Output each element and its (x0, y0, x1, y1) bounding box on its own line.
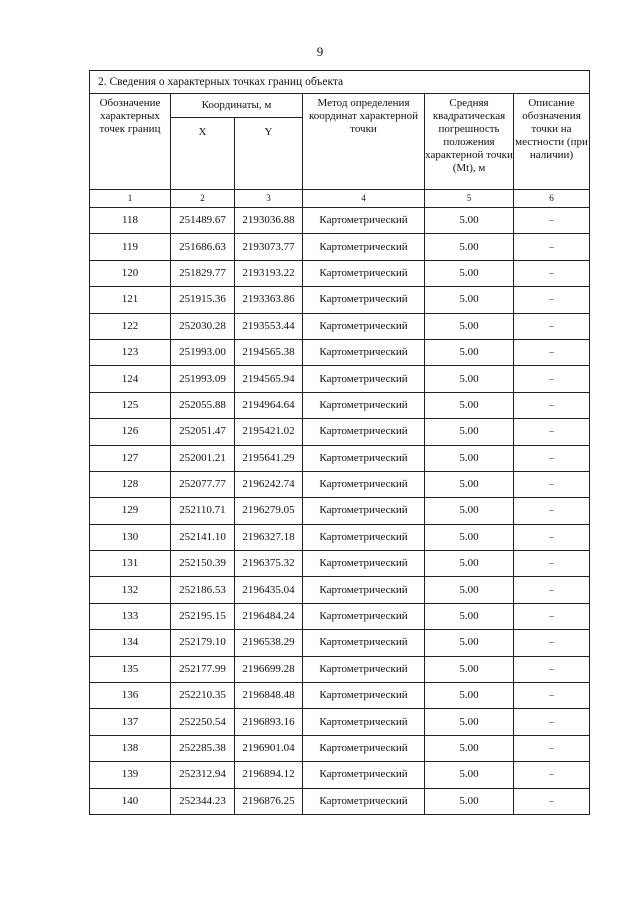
method-cell: Картометрический (303, 603, 425, 629)
method-cell: Картометрический (303, 656, 425, 682)
column-number: 5 (425, 190, 514, 208)
page-number: 9 (316, 44, 324, 59)
y-coordinate-cell: 2196893.16 (235, 709, 303, 735)
x-coordinate-cell: 252250.54 (171, 709, 235, 735)
accuracy-cell: 5.00 (425, 762, 514, 788)
point-cell: 119 (90, 234, 171, 260)
method-cell: Картометрический (303, 208, 425, 234)
point-cell: 124 (90, 366, 171, 392)
method-cell: Картометрический (303, 419, 425, 445)
table-row (90, 445, 590, 471)
accuracy-cell: 5.00 (425, 683, 514, 709)
y-coordinate-cell: 2193553.44 (235, 313, 303, 339)
x-coordinate-cell: 251993.09 (171, 366, 235, 392)
point-cell: 130 (90, 524, 171, 550)
method-cell: Картометрический (303, 551, 425, 577)
x-coordinate-cell: 251829.77 (171, 260, 235, 286)
point-cell: 118 (90, 208, 171, 234)
table-row (90, 577, 590, 603)
column-number: 4 (303, 190, 425, 208)
table-row (90, 392, 590, 418)
x-coordinate-cell: 252150.39 (171, 551, 235, 577)
table-row (90, 683, 590, 709)
point-cell: 121 (90, 287, 171, 313)
header-coordinates: Координаты, м (171, 94, 303, 118)
accuracy-cell: 5.00 (425, 234, 514, 260)
method-cell: Картометрический (303, 471, 425, 497)
accuracy-cell: 5.00 (425, 445, 514, 471)
description-cell: – (514, 392, 590, 418)
point-cell: 137 (90, 709, 171, 735)
description-cell: – (514, 788, 590, 814)
y-coordinate-cell: 2196848.48 (235, 683, 303, 709)
description-cell: – (514, 709, 590, 735)
y-coordinate-cell: 2193036.88 (235, 208, 303, 234)
table-row (90, 735, 590, 761)
y-coordinate-cell: 2196279.05 (235, 498, 303, 524)
method-cell: Картометрический (303, 498, 425, 524)
accuracy-cell: 5.00 (425, 603, 514, 629)
accuracy-cell: 5.00 (425, 471, 514, 497)
method-cell: Картометрический (303, 392, 425, 418)
table-row (90, 260, 590, 286)
x-coordinate-cell: 252055.88 (171, 392, 235, 418)
table-row (90, 234, 590, 260)
point-cell: 136 (90, 683, 171, 709)
y-coordinate-cell: 2194565.38 (235, 339, 303, 365)
x-coordinate-cell: 252186.53 (171, 577, 235, 603)
table-row (90, 498, 590, 524)
accuracy-cell: 5.00 (425, 709, 514, 735)
y-coordinate-cell: 2196894.12 (235, 762, 303, 788)
point-cell: 132 (90, 577, 171, 603)
method-cell: Картометрический (303, 366, 425, 392)
description-cell: – (514, 735, 590, 761)
table-row (90, 339, 590, 365)
x-coordinate-cell: 252051.47 (171, 419, 235, 445)
boundary-points-table (89, 70, 590, 815)
table-row (90, 313, 590, 339)
column-number: 2 (171, 190, 235, 208)
accuracy-cell: 5.00 (425, 313, 514, 339)
point-cell: 139 (90, 762, 171, 788)
y-coordinate-cell: 2195641.29 (235, 445, 303, 471)
x-coordinate-cell: 252285.38 (171, 735, 235, 761)
description-cell: – (514, 260, 590, 286)
table-row (90, 524, 590, 550)
x-coordinate-cell: 251993.00 (171, 339, 235, 365)
description-cell: – (514, 656, 590, 682)
y-coordinate-cell: 2196327.18 (235, 524, 303, 550)
description-cell: – (514, 524, 590, 550)
column-number: 1 (90, 190, 171, 208)
description-cell: – (514, 683, 590, 709)
y-coordinate-cell: 2196876.25 (235, 788, 303, 814)
description-cell: – (514, 208, 590, 234)
accuracy-cell: 5.00 (425, 551, 514, 577)
point-cell: 127 (90, 445, 171, 471)
point-cell: 122 (90, 313, 171, 339)
accuracy-cell: 5.00 (425, 735, 514, 761)
point-cell: 126 (90, 419, 171, 445)
header-accuracy: Средняя квадратическая погрешность положения характерной точки (Mt), м (425, 94, 514, 190)
description-cell: – (514, 551, 590, 577)
y-coordinate-cell: 2196484.24 (235, 603, 303, 629)
description-cell: – (514, 577, 590, 603)
point-cell: 131 (90, 551, 171, 577)
description-cell: – (514, 630, 590, 656)
accuracy-cell: 5.00 (425, 788, 514, 814)
x-coordinate-cell: 252030.28 (171, 313, 235, 339)
table-row (90, 762, 590, 788)
y-coordinate-cell: 2196375.32 (235, 551, 303, 577)
accuracy-cell: 5.00 (425, 656, 514, 682)
description-cell: – (514, 366, 590, 392)
accuracy-cell: 5.00 (425, 208, 514, 234)
description-cell: – (514, 445, 590, 471)
x-coordinate-cell: 252110.71 (171, 498, 235, 524)
accuracy-cell: 5.00 (425, 630, 514, 656)
header-method: Метод определения координат характерной точки (303, 94, 425, 190)
x-coordinate-cell: 252179.10 (171, 630, 235, 656)
accuracy-cell: 5.00 (425, 498, 514, 524)
method-cell: Картометрический (303, 683, 425, 709)
accuracy-cell: 5.00 (425, 260, 514, 286)
description-cell: – (514, 498, 590, 524)
x-coordinate-cell: 252195.15 (171, 603, 235, 629)
point-cell: 129 (90, 498, 171, 524)
y-coordinate-cell: 2195421.02 (235, 419, 303, 445)
x-coordinate-cell: 252001.21 (171, 445, 235, 471)
method-cell: Картометрический (303, 260, 425, 286)
table-row (90, 366, 590, 392)
y-coordinate-cell: 2196699.28 (235, 656, 303, 682)
x-coordinate-cell: 252077.77 (171, 471, 235, 497)
point-cell: 120 (90, 260, 171, 286)
header-point: Обозначение характерных точек границ (90, 94, 171, 190)
accuracy-cell: 5.00 (425, 366, 514, 392)
y-coordinate-cell: 2193073.77 (235, 234, 303, 260)
x-coordinate-cell: 252344.23 (171, 788, 235, 814)
method-cell: Картометрический (303, 577, 425, 603)
column-number: 3 (235, 190, 303, 208)
table-row (90, 419, 590, 445)
y-coordinate-cell: 2194565.94 (235, 366, 303, 392)
table-row (90, 656, 590, 682)
y-coordinate-cell: 2196435.04 (235, 577, 303, 603)
method-cell: Картометрический (303, 735, 425, 761)
table-row (90, 788, 590, 814)
point-cell: 135 (90, 656, 171, 682)
description-cell: – (514, 419, 590, 445)
accuracy-cell: 5.00 (425, 524, 514, 550)
point-cell: 140 (90, 788, 171, 814)
method-cell: Картометрический (303, 287, 425, 313)
x-coordinate-cell: 251915.36 (171, 287, 235, 313)
point-cell: 125 (90, 392, 171, 418)
table-row (90, 551, 590, 577)
accuracy-cell: 5.00 (425, 577, 514, 603)
accuracy-cell: 5.00 (425, 339, 514, 365)
method-cell: Картометрический (303, 630, 425, 656)
description-cell: – (514, 287, 590, 313)
y-coordinate-cell: 2196242.74 (235, 471, 303, 497)
method-cell: Картометрический (303, 709, 425, 735)
point-cell: 128 (90, 471, 171, 497)
table-row (90, 709, 590, 735)
header-x: X (171, 118, 235, 190)
header-y: Y (235, 118, 303, 190)
accuracy-cell: 5.00 (425, 419, 514, 445)
description-cell: – (514, 313, 590, 339)
method-cell: Картометрический (303, 762, 425, 788)
x-coordinate-cell: 251489.67 (171, 208, 235, 234)
description-cell: – (514, 471, 590, 497)
accuracy-cell: 5.00 (425, 287, 514, 313)
accuracy-cell: 5.00 (425, 392, 514, 418)
method-cell: Картометрический (303, 313, 425, 339)
y-coordinate-cell: 2196538.29 (235, 630, 303, 656)
x-coordinate-cell: 252312.94 (171, 762, 235, 788)
table-row (90, 603, 590, 629)
point-cell: 134 (90, 630, 171, 656)
x-coordinate-cell: 252141.10 (171, 524, 235, 550)
point-cell: 123 (90, 339, 171, 365)
method-cell: Картометрический (303, 524, 425, 550)
description-cell: – (514, 762, 590, 788)
y-coordinate-cell: 2193193.22 (235, 260, 303, 286)
table-row (90, 471, 590, 497)
method-cell: Картометрический (303, 788, 425, 814)
x-coordinate-cell: 252210.35 (171, 683, 235, 709)
point-cell: 133 (90, 603, 171, 629)
column-number-row (90, 190, 590, 208)
description-cell: – (514, 603, 590, 629)
x-coordinate-cell: 251686.63 (171, 234, 235, 260)
description-cell: – (514, 339, 590, 365)
header-description: Описание обозначения точки на местности (при наличии) (514, 94, 590, 190)
section-title: 2. Сведения о характерных точках границ объекта (90, 71, 590, 94)
point-cell: 138 (90, 735, 171, 761)
column-number: 6 (514, 190, 590, 208)
description-cell: – (514, 234, 590, 260)
y-coordinate-cell: 2193363.86 (235, 287, 303, 313)
x-coordinate-cell: 252177.99 (171, 656, 235, 682)
method-cell: Картометрический (303, 445, 425, 471)
method-cell: Картометрический (303, 234, 425, 260)
table-row (90, 630, 590, 656)
y-coordinate-cell: 2196901.04 (235, 735, 303, 761)
method-cell: Картометрический (303, 339, 425, 365)
table-row (90, 208, 590, 234)
table-row (90, 287, 590, 313)
y-coordinate-cell: 2194964.64 (235, 392, 303, 418)
